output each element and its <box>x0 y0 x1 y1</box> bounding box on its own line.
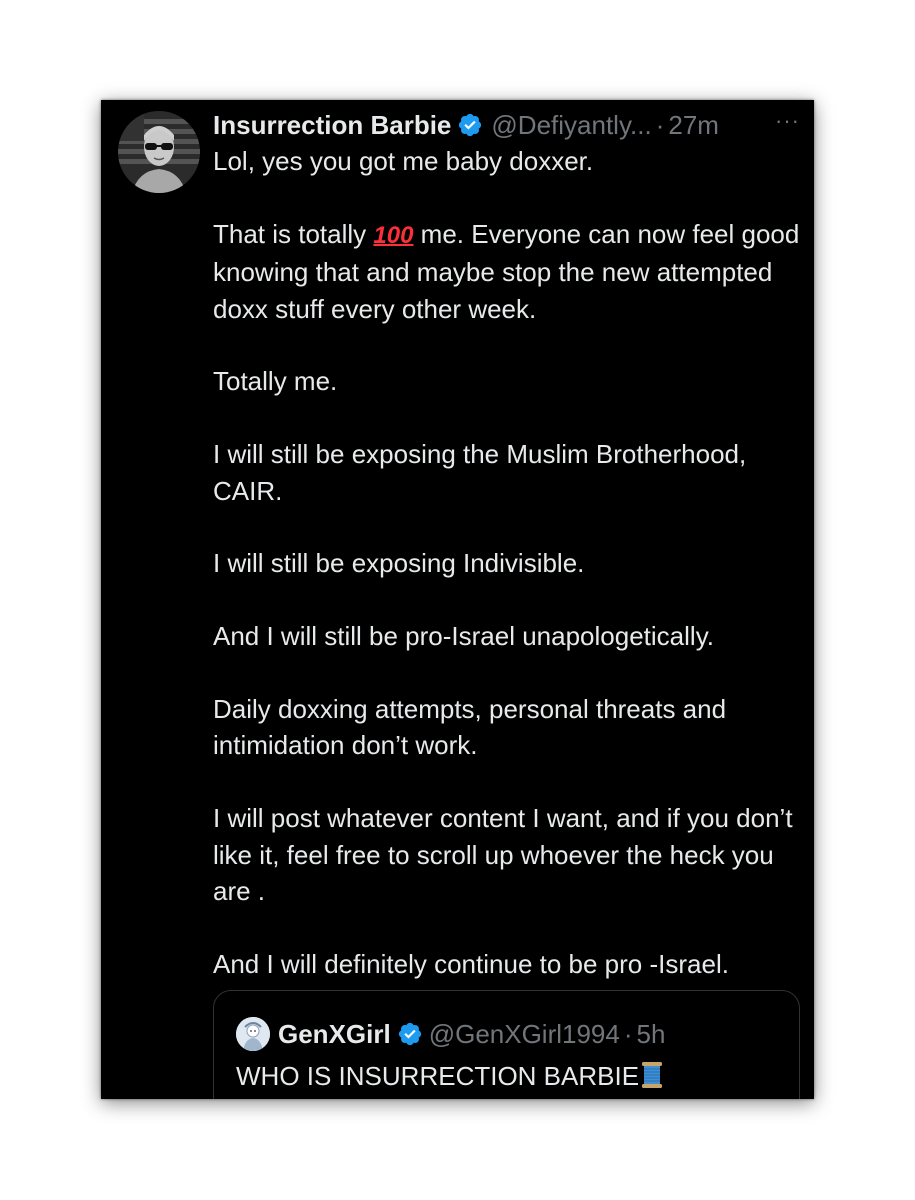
quoted-author-name[interactable]: GenXGirl <box>278 1018 391 1049</box>
quoted-text-content: WHO IS INSURRECTION BARBIE <box>236 1061 640 1091</box>
author-avatar[interactable] <box>118 111 200 193</box>
hundred-points-emoji-icon: 100 <box>373 221 414 249</box>
tweet-paragraph: I will post whatever content I want, and if you don’t like it, feel free to scroll up whoever the heck you are . <box>213 803 793 907</box>
spool-of-thread-icon <box>641 1061 663 1096</box>
author-name[interactable]: Insurrection Barbie <box>213 109 452 140</box>
paragraph-text: That is totally <box>213 218 374 249</box>
author-handle[interactable]: @Defiyantly... <box>491 109 652 140</box>
author-avatar-image <box>118 111 200 193</box>
quoted-avatar-image <box>236 1017 270 1051</box>
tweet-screenshot <box>101 100 814 1099</box>
tweet-paragraph: I will still be exposing the Muslim Brotherhood, CAIR. <box>213 439 747 506</box>
tweet-text <box>213 143 803 982</box>
quoted-tweet-text <box>236 1061 663 1096</box>
tweet-paragraph: Lol, yes you got me baby doxxer. <box>213 146 594 176</box>
quoted-author-avatar[interactable] <box>236 1017 270 1051</box>
tweet-paragraph: Daily doxxing attempts, personal threats and intimidation don’t work. <box>213 694 727 761</box>
paragraph-text: me. Everyone can now feel good knowing that and maybe stop the new attempted doxx stuff every other week. <box>213 218 800 324</box>
quoted-tweet-card[interactable] <box>213 990 800 1099</box>
quoted-tweet-header <box>236 1017 665 1051</box>
tweet-paragraph: And I will definitely continue to be pro -Israel. <box>213 948 729 979</box>
tweet-paragraph: I will still be exposing Indivisible. <box>213 548 585 579</box>
more-options-icon[interactable]: ··· <box>775 108 800 133</box>
tweet-paragraph <box>213 216 803 327</box>
separator-dot: · <box>623 1018 633 1049</box>
tweet-paragraph: And I will still be pro-Israel unapologetically. <box>213 621 714 652</box>
verified-badge-icon[interactable] <box>397 1021 423 1047</box>
timestamp[interactable]: 27m <box>668 109 719 140</box>
quoted-author-handle[interactable]: @GenXGirl1994 <box>428 1018 620 1049</box>
separator-dot: · <box>655 109 665 140</box>
tweet-header <box>213 108 800 142</box>
tweet-paragraph: Totally me. <box>213 366 338 397</box>
verified-badge-icon[interactable] <box>457 112 483 138</box>
quoted-timestamp[interactable]: 5h <box>636 1018 666 1049</box>
